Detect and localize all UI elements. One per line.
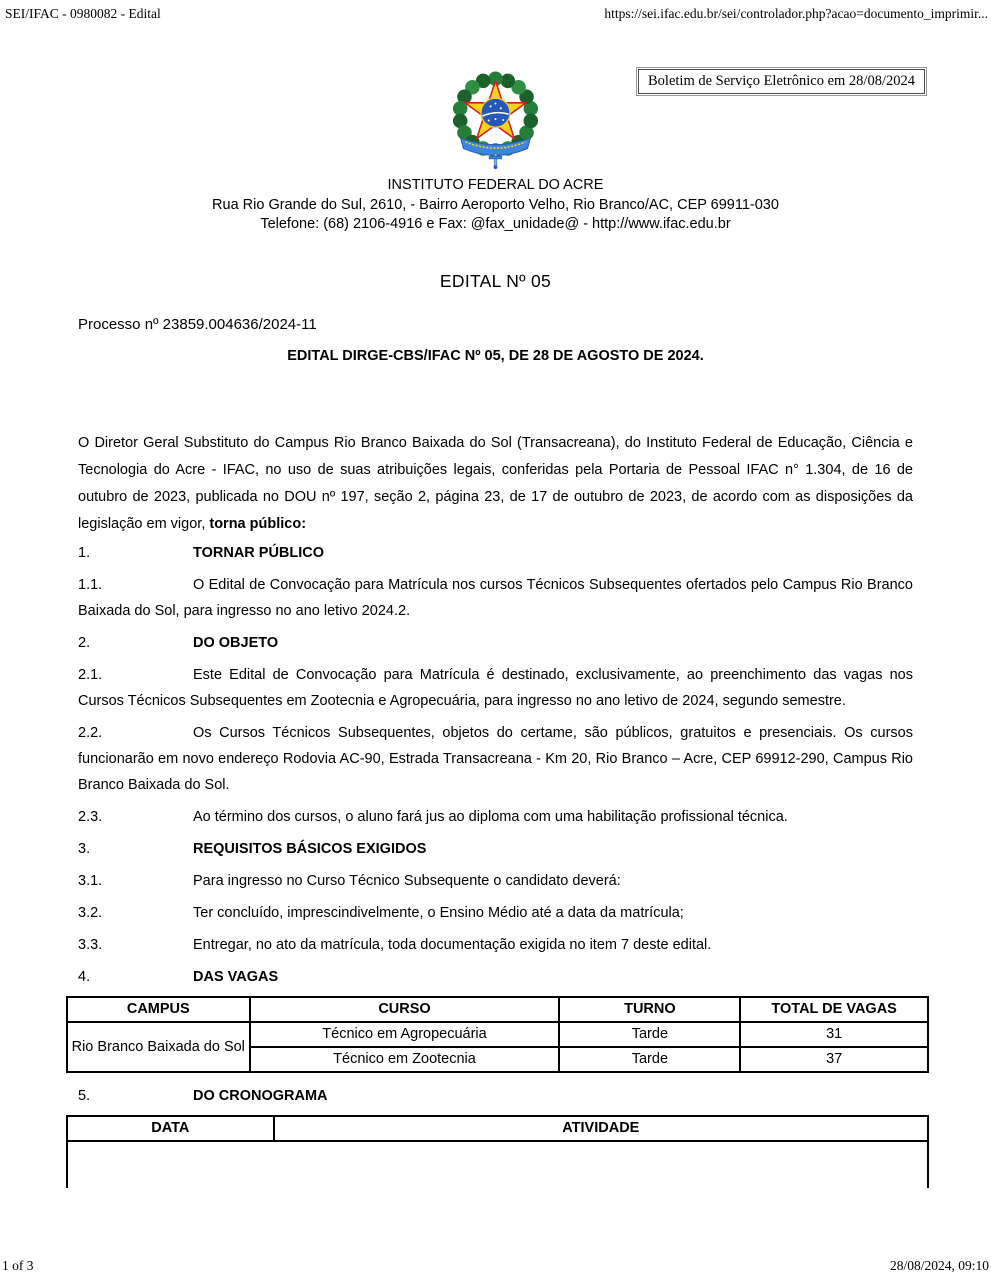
section-1	[78, 540, 913, 566]
vagas-header-campus: CAMPUS	[67, 997, 250, 1022]
institution-contact: Telefone: (68) 2106-4916 e Fax: @fax_unidade@ - http://www.ifac.edu.br	[260, 216, 731, 232]
section-2-3	[78, 804, 913, 830]
cronograma-table	[66, 1115, 929, 1188]
section-number: 4.	[78, 968, 91, 985]
section-text: Entregar, no ato da matrícula, toda documentação exigida no item 7 deste edital.	[193, 936, 712, 953]
vagas-turno-cell: Tarde	[559, 1047, 740, 1072]
brazil-coat-of-arms-logo	[447, 70, 544, 170]
page-number: 1 of 3	[2, 1258, 34, 1273]
print-header-url: https://sei.ifac.edu.br/sei/controlador.php?acao=documento_imprimir...	[604, 6, 988, 21]
boletim-text: Boletim de Serviço Eletrônico em 28/08/2024	[648, 73, 915, 89]
vagas-total-cell: 31	[740, 1022, 928, 1047]
section-text: Ao término dos cursos, o aluno fará jus ao diploma com uma habilitação profissional técnica.	[193, 808, 788, 825]
section-number: 1.1.	[78, 576, 103, 593]
vagas-curso-cell: Técnico em Zootecnia	[250, 1047, 560, 1072]
section-2	[78, 630, 913, 656]
section-number: 3.3.	[78, 936, 103, 953]
section-2-2	[78, 720, 913, 798]
vagas-curso-cell: Técnico em Agropecuária	[250, 1022, 560, 1047]
section-text: Os Cursos Técnicos Subsequentes, objetos do certame, são públicos, gratuitos e presenciais. Os cursos funcionarão em novo endereço Rodovia AC-90, Estrada Transacreana - Km 20, Rio Branco – Acre, CEP 69912-290, Campus Rio Branco Baixada do Sol.	[78, 724, 913, 793]
section-heading: DAS VAGAS	[193, 968, 279, 985]
section-number: 5.	[78, 1087, 91, 1104]
section-number: 3.	[78, 840, 91, 857]
section-number: 2.2.	[78, 724, 103, 741]
section-3	[78, 836, 913, 862]
table-row	[67, 1141, 928, 1188]
section-heading: REQUISITOS BÁSICOS EXIGIDOS	[193, 840, 427, 857]
vagas-header-curso: CURSO	[250, 997, 560, 1022]
table-row	[67, 1022, 928, 1047]
section-4	[78, 964, 913, 990]
institution-block	[78, 176, 913, 235]
section-3-1	[78, 868, 913, 894]
vagas-header-turno: TURNO	[559, 997, 740, 1022]
section-1-1	[78, 572, 913, 624]
section-5	[78, 1083, 913, 1109]
processo-number: Processo nº 23859.004636/2024-11	[78, 315, 317, 333]
print-header	[5, 6, 988, 22]
section-heading: TORNAR PÚBLICO	[193, 544, 325, 561]
edital-title: EDITAL Nº 05	[439, 270, 552, 291]
section-text: Para ingresso no Curso Técnico Subsequente o candidato deverá:	[193, 872, 621, 889]
section-2-1	[78, 662, 913, 714]
section-text: Este Edital de Convocação para Matrícula é destinado, exclusivamente, ao preenchimento das vagas nos Cursos Técnicos Subsequentes em Zootecnia e Agropecuária, para ingresso no ano letivo de 2024, segundo semestre.	[78, 666, 913, 709]
vagas-header-total: TOTAL DE VAGAS	[740, 997, 928, 1022]
cronograma-header-row	[67, 1116, 928, 1141]
intro-text: O Diretor Geral Substituto do Campus Rio Branco Baixada do Sol (Transacreana), do Instituto Federal de Educação, Ciência e Tecnologia do Acre - IFAC, no uso de suas atribuições legais, conferidas pela Portaria de Pessoal IFAC n° 1.304, de 16 de outubro de 2023, publicada no DOU nº 197, seção 2, página 23, de 17 de outubro de 2023, de acordo com as disposições da legislação em vigor,	[78, 434, 913, 532]
print-header-title: SEI/IFAC - 0980082 - Edital	[5, 6, 161, 21]
document-content	[0, 70, 991, 1188]
vagas-turno-cell: Tarde	[559, 1022, 740, 1047]
cronograma-empty-cell	[67, 1141, 928, 1188]
section-number: 2.	[78, 634, 91, 651]
section-heading: DO CRONOGRAMA	[193, 1087, 328, 1104]
section-number: 3.2.	[78, 904, 103, 921]
cronograma-header-atividade: ATIVIDADE	[274, 1116, 928, 1141]
section-3-3	[78, 932, 913, 958]
cronograma-header-data: DATA	[67, 1116, 274, 1141]
intro-paragraph	[78, 430, 913, 538]
section-number: 1.	[78, 544, 91, 561]
vagas-table	[66, 996, 929, 1073]
institution-address: Rua Rio Grande do Sul, 2610, - Bairro Aeroporto Velho, Rio Branco/AC, CEP 69911-030	[212, 196, 779, 213]
intro-bold-text: torna público:	[209, 515, 307, 532]
vagas-campus-cell: Rio Branco Baixada do Sol	[67, 1022, 250, 1072]
vagas-header-row	[67, 997, 928, 1022]
edital-subtitle: EDITAL DIRGE-CBS/IFAC Nº 05, DE 28 DE AGOSTO DE 2024.	[287, 347, 704, 364]
section-text: Ter concluído, imprescindivelmente, o Ensino Médio até a data da matrícula;	[193, 904, 684, 921]
section-number: 3.1.	[78, 872, 103, 889]
print-datetime: 28/08/2024, 09:10	[889, 1258, 989, 1273]
section-number: 2.1.	[78, 666, 103, 683]
institution-name: INSTITUTO FEDERAL DO ACRE	[387, 177, 604, 193]
section-heading: DO OBJETO	[193, 634, 279, 651]
vagas-total-cell: 37	[740, 1047, 928, 1072]
section-3-2	[78, 900, 913, 926]
section-text: O Edital de Convocação para Matrícula nos cursos Técnicos Subsequentes ofertados pelo Campus Rio Branco Baixada do Sol, para ingresso no ano letivo 2024.2.	[78, 576, 913, 619]
section-number: 2.3.	[78, 808, 103, 825]
boletim-box	[638, 69, 925, 94]
print-footer	[2, 1258, 989, 1274]
